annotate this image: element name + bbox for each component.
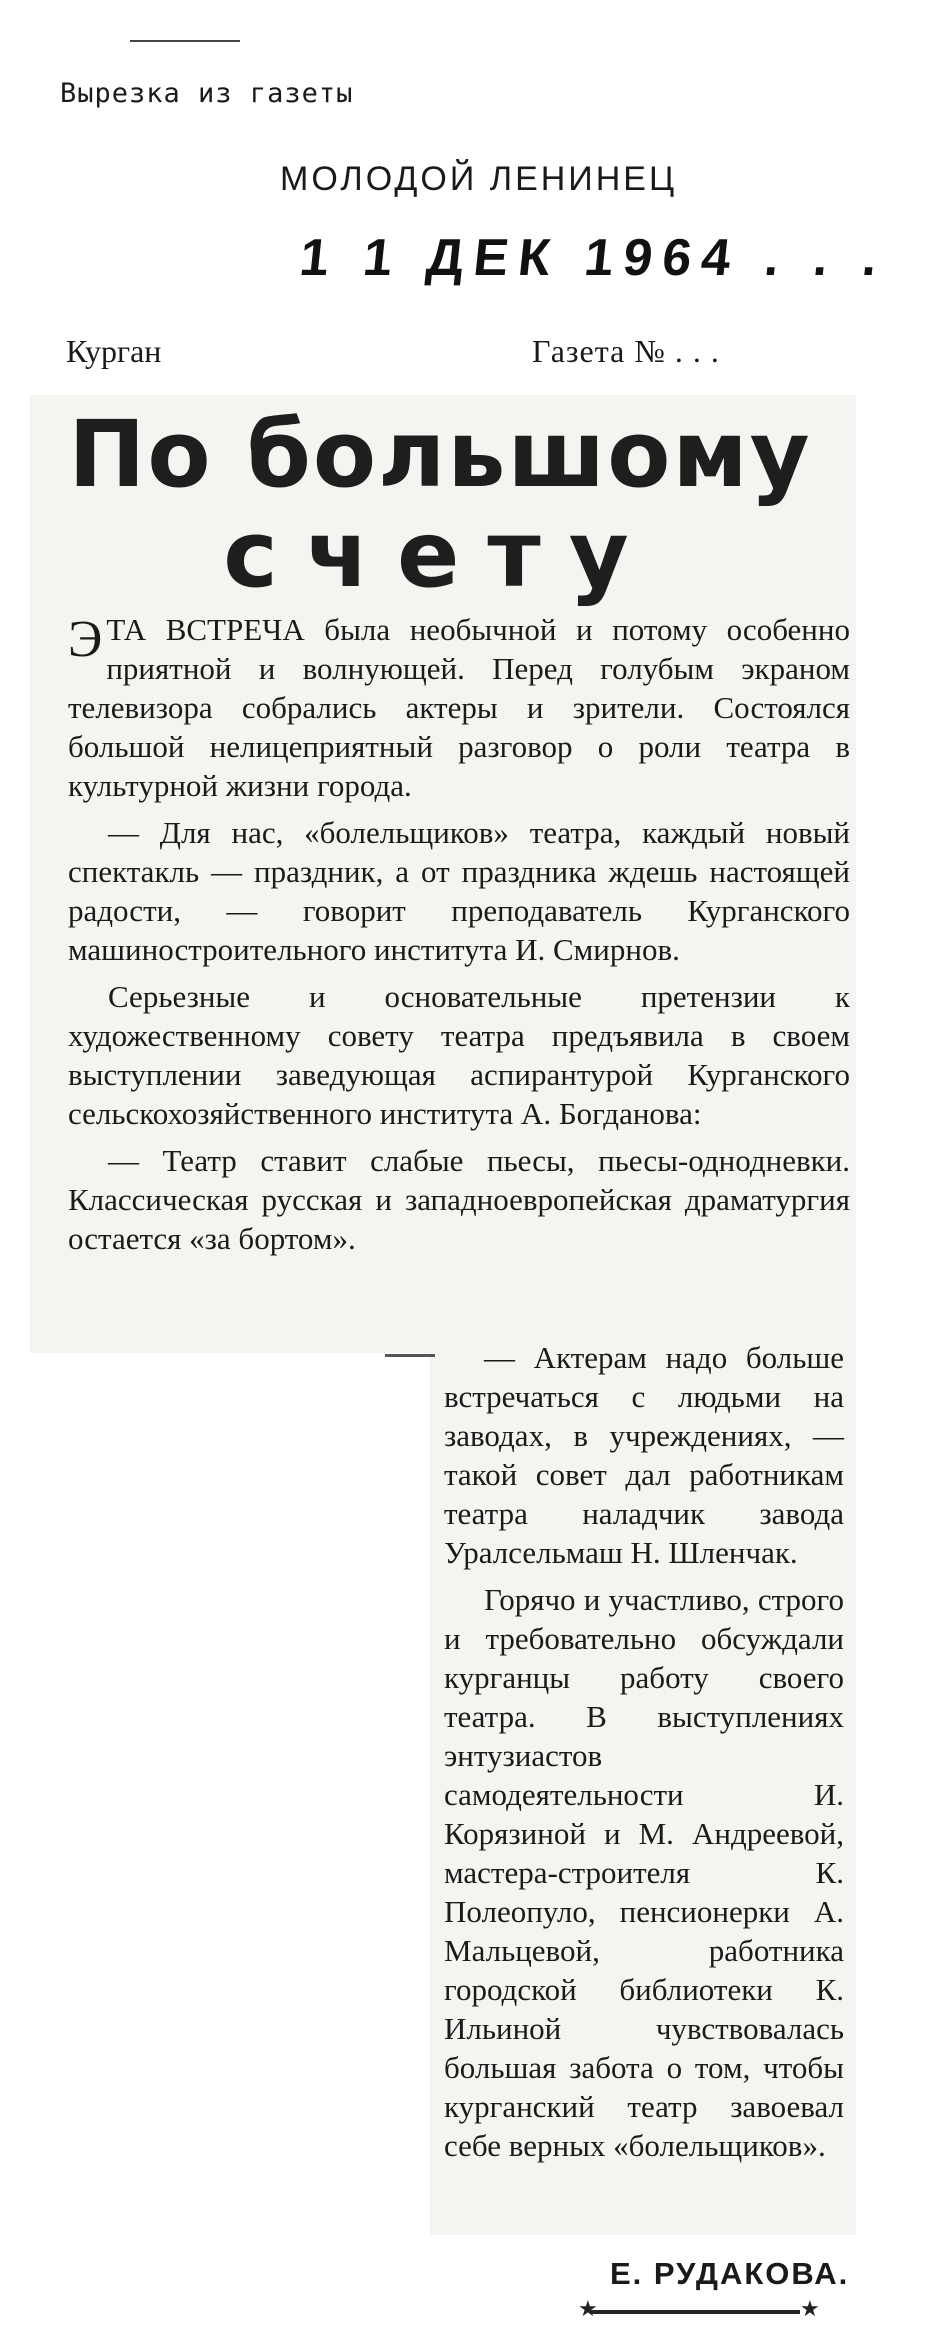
paragraph-2: — Для нас, «болельщиков» театра, каждый новый спектакль — праздник, а от праздника ждешь настоящей радости, — говорит преподаватель Курганского машиностроительного института И. Смирнов. <box>68 815 850 967</box>
cut-mark <box>385 1354 435 1357</box>
article-author: Е. РУДАКОВА. <box>610 2256 850 2291</box>
article-title <box>60 401 820 608</box>
city: Курган <box>66 333 162 369</box>
newspaper-name: МОЛОДОЙ ЛЕНИНЕЦ <box>280 160 678 198</box>
paragraph-1-text: ТА ВСТРЕЧА была необычной и потому особенно приятной и волнующей. Перед голубым экраном телевизора собрались актеры и зрители. Состоялся большой нелицеприятный разговор о роли театра в культурной жизни города. <box>68 612 850 803</box>
paragraph-6: Горячо и участливо, строго и требовательно обсуждали курганцы работу своего театра. В выступлениях энтузиастов самодеятельности И. Корязиной и М. Андреевой, мастера-строителя К. Полеопуло, пенсионерки А. Мальцевой, работника городской библиотеки К. Ильиной чувствовалась большая забота о том, чтобы курганский театр завоевал себе верных «болельщиков». <box>444 1582 844 2163</box>
end-rule <box>590 2310 800 2314</box>
article-column-2 <box>444 1338 844 2165</box>
article-title-line1: По большому <box>68 401 812 508</box>
article-body <box>68 610 850 1258</box>
paragraph-1 <box>68 610 850 805</box>
drop-cap: Э <box>68 611 103 668</box>
date-stamp: 1 1 ДЕК 1964 . . . <box>296 229 891 287</box>
paragraph-3: Серьезные и основательные претензии к художественному совету театра предъявила в своем выступлении заведующая аспирантурой Курганского сельскохозяйственного института А. Богданова: <box>68 979 850 1131</box>
paragraph-5: — Актерам надо больше встречаться с людьми на заводах, в учреждениях, — такой совет дал работникам театра наладчик завода Уралсельмаш Н. Шленчак. <box>444 1340 844 1570</box>
article-title-line2: счету <box>223 501 657 608</box>
issue-number: Газета № . . . <box>532 333 720 369</box>
paragraph-4: — Театр ставит слабые пьесы, пьесы-однодневки. Классическая русская и западноевропейская драматургия остается «за бортом». <box>68 1143 850 1256</box>
card-rule <box>130 40 240 42</box>
star-icon: ★ <box>578 2296 598 2321</box>
star-icon: ★ <box>800 2296 820 2321</box>
clipping-label: Вырезка из газеты <box>60 78 354 109</box>
